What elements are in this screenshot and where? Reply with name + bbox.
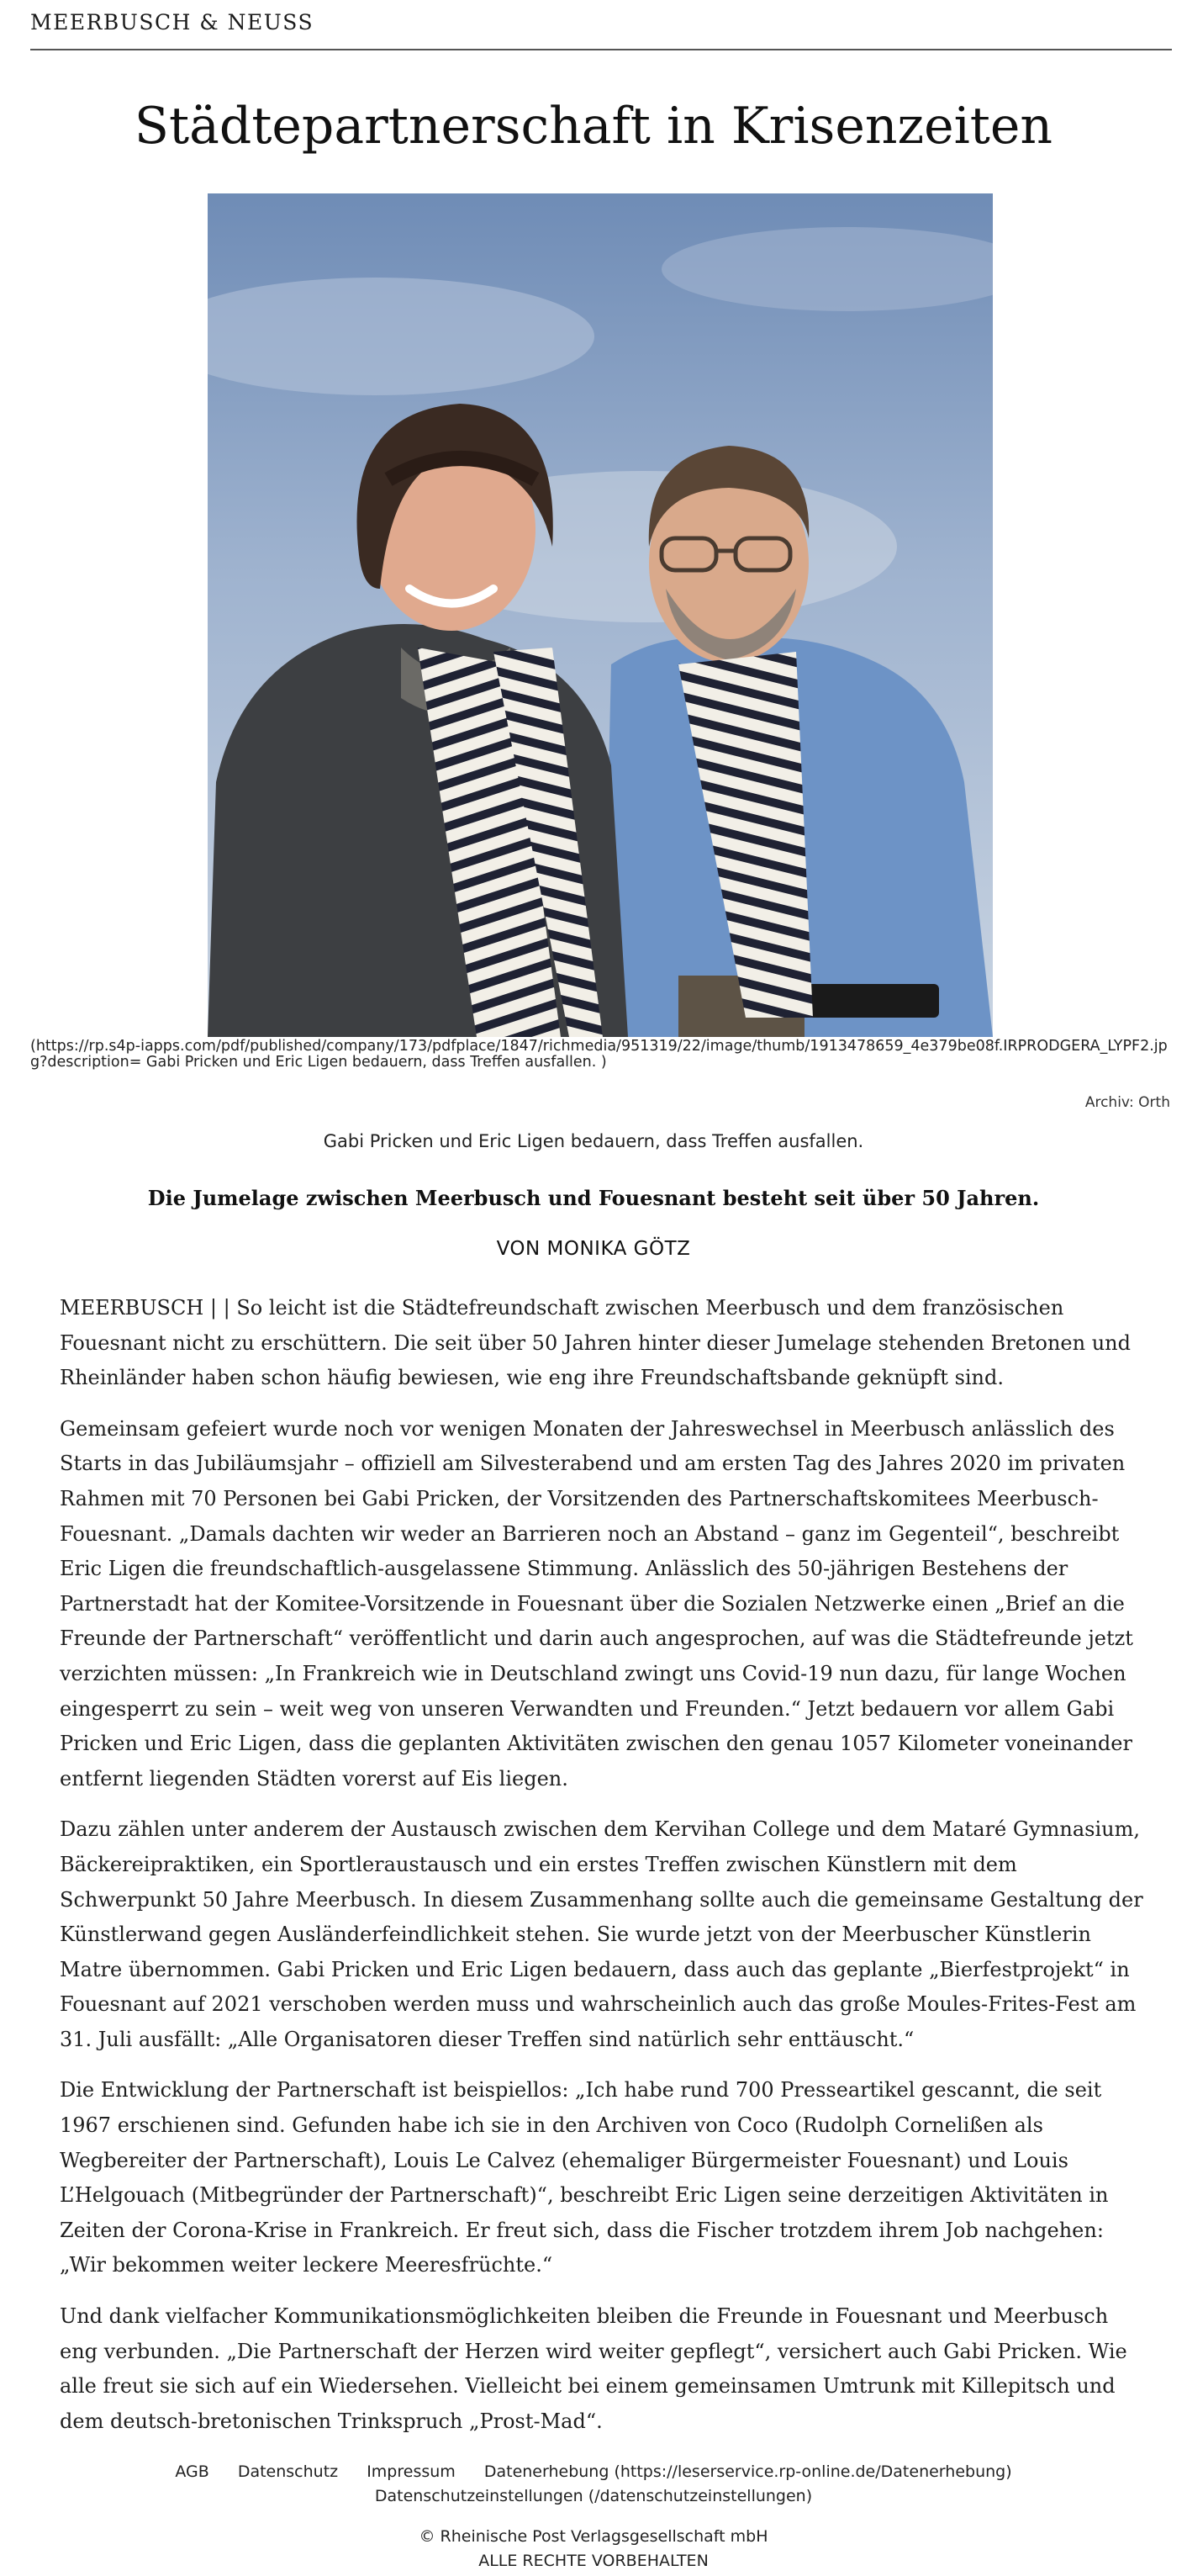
article-body xyxy=(60,1291,1144,2455)
footer-copyright xyxy=(0,2525,1187,2573)
footer-link-datenschutzeinstellungen[interactable]: Datenschutzeinstellungen (/datenschutzeinstellungen) xyxy=(374,2487,813,2505)
paragraph: Gemeinsam gefeiert wurde noch vor wenigen Monaten der Jahreswechsel in Meerbusch anlässlich des Starts in das Jubiläumsjahr – offiziell am Silvesterabend und am ersten Tag des Jahres 2020 im privaten Rahmen mit 70 Personen bei Gabi Pricken, der Vorsitzenden des Partnerschaftskomitees Meerbusch-Fouesnant. „Damals dachten wir weder an Barrieren noch an Abstand – ganz im Gegenteil“, beschreibt Eric Ligen die freundschaftlich-ausgelassene Stimmung. Anlässlich des 50-jährigen Bestehens der Partnerstadt hat der Komitee-Vorsitzende in Fouesnant über die Sozialen Netzwerke einen „Brief an die Freunde der Partnerschaft“ veröffentlicht und darin auch angesprochen, auf was die Städtefreunde jetzt verzichten müssen: „In Frankreich wie in Deutschland zwingt uns Covid-19 nun dazu, für lange Wochen eingesperrt zu sein – weit weg von unseren Verwandten und Freunden.“ Jetzt bedauern vor allem Gabi Pricken und Eric Ligen, dass die geplanten Aktivitäten zwischen den genau 1057 Kilometer voneinander entfernt liegenden Städten vorerst auf Eis liegen. xyxy=(60,1416,1133,1791)
paragraph: Und dank vielfacher Kommunikationsmöglichkeiten bleiben die Freunde in Fouesnant und Meerbusch eng verbunden. „Die Partnerschaft der Herzen wird weiter gepflegt“, versichert auch Gabi Pricken. Wie alle freut sie sich auf ein Wiedersehen. Vielleicht bei einem gemeinsamen Umtrunk mit Killepitsch und dem deutsch-bretonischen Trinkspruch „Prost-Mad“. xyxy=(60,2304,1127,2433)
section-label[interactable]: MEERBUSCH & NEUSS xyxy=(30,10,314,34)
paragraph: Dazu zählen unter anderem der Austausch zwischen dem Kervihan College und dem Mataré Gymnasium, Bäckereipraktiken, ein Sportleraustausch und ein erstes Treffen zwischen Künstlern mit dem Schwerpunkt 50 Jahre Meerbusch. In diesem Zusammenhang sollte auch die gemeinsame Gestaltung der Künstlerwand gegen Ausländerfeindlichkeit stehen. Sie wurde jetzt von der Meerbuscher Künstlerin Matre übernommen. Gabi Pricken und Eric Ligen bedauern, dass auch das geplante „Bierfestprojekt“ in Fouesnant auf 2021 verschoben werden muss und wahrscheinlich auch das große Moules-Frites-Fest am 31. Juli ausfällt: „Alle Organisatoren dieser Treffen sind natürlich sehr enttäuscht.“ xyxy=(60,1817,1143,2051)
footer-link-impressum[interactable]: Impressum xyxy=(367,2462,456,2481)
footer-link-datenschutz[interactable]: Datenschutz xyxy=(237,2462,339,2481)
section-header xyxy=(30,0,1172,50)
article-title: Städtepartnerschaft in Krisenzeiten xyxy=(134,97,1053,156)
rights-text: ALLE RECHTE VORBEHALTEN xyxy=(478,2552,709,2570)
footer-links xyxy=(0,2460,1187,2509)
image-credit: Archiv: Orth xyxy=(1084,1094,1170,1111)
copyright-text: © Rheinische Post Verlagsgesellschaft mbH xyxy=(419,2527,768,2546)
footer-link-agb[interactable]: AGB xyxy=(175,2462,209,2481)
article-photo xyxy=(208,193,993,1037)
image-caption: Gabi Pricken und Eric Ligen bedauern, dass Treffen ausfallen. xyxy=(323,1131,864,1151)
image-source-url[interactable]: (https://rp.s4p-iapps.com/pdf/published/company/173/pdfplace/1847/richmedia/951319/22/image/thumb/1913478659_4e379be08f.IRPRODGERA_LYPF2.jpg?description= Gabi Pricken und Eric Ligen bedauern, dass Treffen ausfallen. ) xyxy=(30,1038,1168,1071)
footer-link-datenerhebung[interactable]: Datenerhebung (https://leserservice.rp-online.de/Datenerhebung) xyxy=(483,2462,1012,2481)
paragraph: MEERBUSCH | | So leicht ist die Städtefreundschaft zwischen Meerbusch und dem französischen Fouesnant nicht zu erschüttern. Die seit über 50 Jahren hinter dieser Jumelage stehenden Bretonen und Rheinländer haben schon häufig bewiesen, wie eng ihre Freundschaftsbande geknüpft sind. xyxy=(60,1296,1131,1390)
article-teaser: Die Jumelage zwischen Meerbusch und Fouesnant besteht seit über 50 Jahren. xyxy=(147,1186,1040,1210)
paragraph: Die Entwicklung der Partnerschaft ist beispiellos: „Ich habe rund 700 Presseartikel gescannt, die seit 1967 erschienen sind. Gefunden habe ich sie in den Archiven von Coco (Rudolph Cornelißen als Wegbereiter der Partnerschaft), Louis Le Calvez (ehemaliger Bürgermeister Fouesnant) und Louis L’Helgouach (Mitbegründer der Partnerschaft)“, beschreibt Eric Ligen seine derzeitigen Aktivitäten in Zeiten der Corona-Krise in Frankreich. Er freut sich, dass die Fischer trotzdem ihrem Job nachgehen: „Wir bekommen weiter leckere Meeresfrüchte.“ xyxy=(60,2078,1109,2277)
byline: VON MONIKA GÖTZ xyxy=(496,1238,691,1260)
